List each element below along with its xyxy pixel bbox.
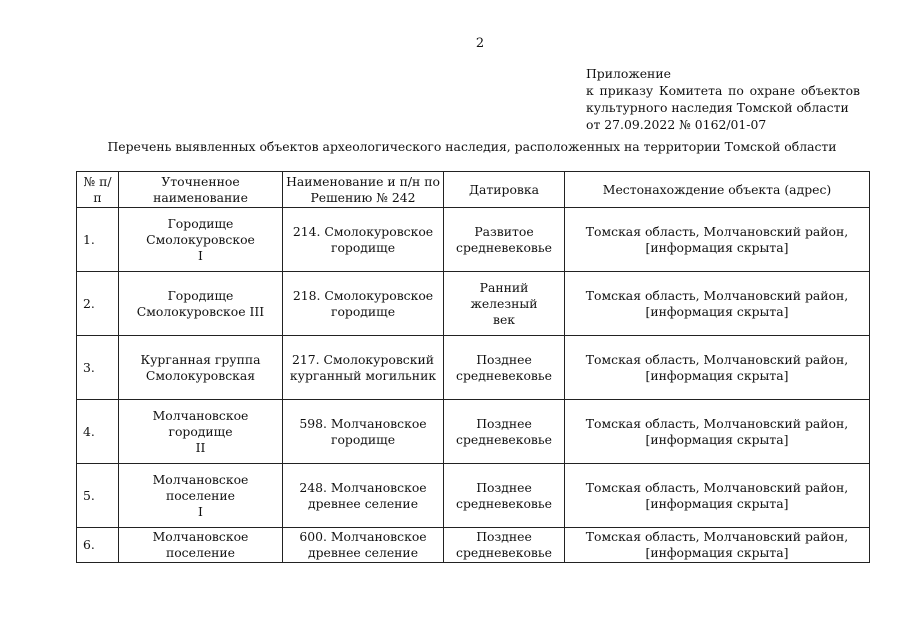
row-name: Молчановское поселение — [119, 528, 283, 563]
row-location: Томская область, Молчановский район, [информация скрыта] — [565, 336, 870, 400]
row-decision: 214. Смолокуровское городище — [283, 208, 444, 272]
header-name: Уточненное наименование — [119, 172, 283, 208]
row-num: 2. — [77, 272, 119, 336]
row-dating: Позднее средневековье — [444, 528, 565, 563]
appendix-date-line: от 27.09.2022 № 0162/01-07 — [586, 117, 767, 132]
row-decision: 217. Смолокуровский курганный могильник — [283, 336, 444, 400]
table-row — [77, 336, 870, 400]
table-row — [77, 400, 870, 464]
row-num: 4. — [77, 400, 119, 464]
table-row — [77, 272, 870, 336]
table-row — [77, 528, 870, 563]
header-decision: Наименование и п/н по Решению № 242 — [283, 172, 444, 208]
row-location: Томская область, Молчановский район, [информация скрыта] — [565, 208, 870, 272]
row-location: Томская область, Молчановский район, [информация скрыта] — [565, 272, 870, 336]
row-dating: Позднее средневековье — [444, 336, 565, 400]
row-decision: 218. Смолокуровское городище — [283, 272, 444, 336]
row-num: 1. — [77, 208, 119, 272]
table-header-row — [77, 172, 870, 208]
row-name: Молчановское поселение I — [119, 464, 283, 528]
header-dating: Датировка — [444, 172, 565, 208]
row-name: Молчановское городище II — [119, 400, 283, 464]
page-number: 2 — [475, 36, 485, 51]
row-name: Городище Смолокуровское III — [119, 272, 283, 336]
row-location: Томская область, Молчановский район, [информация скрыта] — [565, 400, 870, 464]
row-dating: Ранний железный век — [444, 272, 565, 336]
document-title: Перечень выявленных объектов археологического наследия, расположенных на территории Томской области — [107, 139, 837, 154]
row-name: Городище Смолокуровское I — [119, 208, 283, 272]
appendix-block — [586, 65, 860, 133]
row-dating: Позднее средневековье — [444, 400, 565, 464]
row-name: Курганная группа Смолокуровская — [119, 336, 283, 400]
row-num: 5. — [77, 464, 119, 528]
objects-table — [76, 171, 870, 563]
row-decision: 598. Молчановское городище — [283, 400, 444, 464]
row-dating: Позднее средневековье — [444, 464, 565, 528]
appendix-label: Приложение — [586, 66, 671, 81]
row-location: Томская область, Молчановский район, [информация скрыта] — [565, 528, 870, 563]
header-location: Местонахождение объекта (адрес) — [565, 172, 870, 208]
row-num: 6. — [77, 528, 119, 563]
row-dating: Развитое средневековье — [444, 208, 565, 272]
table-row — [77, 464, 870, 528]
row-location: Томская область, Молчановский район, [информация скрыта] — [565, 464, 870, 528]
appendix-order-line: к приказу Комитета по охране объектов — [586, 83, 860, 98]
row-num: 3. — [77, 336, 119, 400]
appendix-committee-line: культурного наследия Томской области — [586, 100, 849, 115]
row-decision: 600. Молчановское древнее селение — [283, 528, 444, 563]
header-num: № п/п — [77, 172, 119, 208]
table-row — [77, 208, 870, 272]
row-decision: 248. Молчановское древнее селение — [283, 464, 444, 528]
